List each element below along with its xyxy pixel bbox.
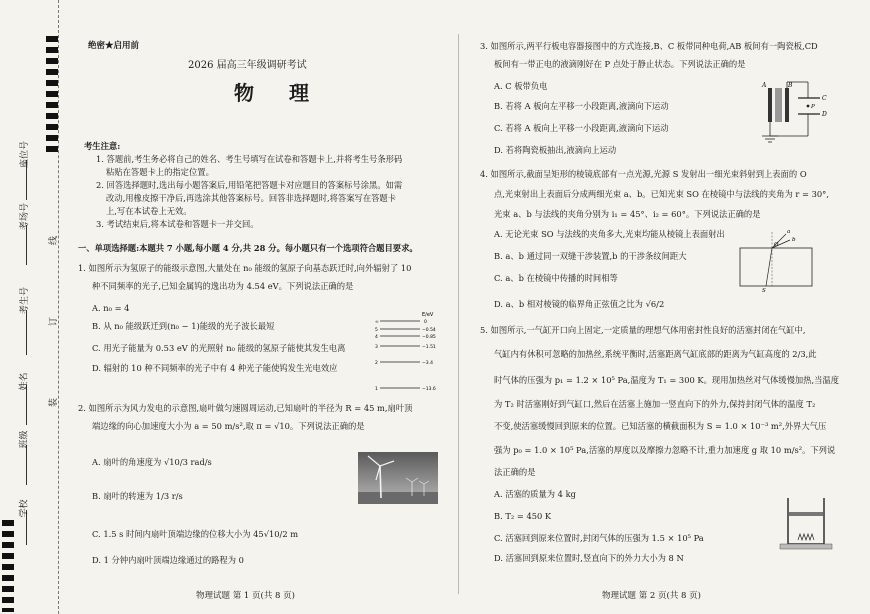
svg-text:−0.54: −0.54 [422, 328, 436, 333]
prism-figure [732, 222, 828, 292]
note-line: 粘贴在答题卡上的指定位置。 [106, 167, 214, 177]
q5-stem: 为 T₂ 时活塞刚好到气缸口,然后在活塞上施加一竖直向下的外力,保持封闭气体的温度 T₂ [494, 399, 816, 409]
q5-option-c: C. 活塞回到原来位置时,封闭气体的压强为 1.5 × 10⁵ Pa [494, 533, 704, 543]
subject-title: 物 理 [234, 81, 323, 105]
binding-xian: 线 [49, 235, 60, 246]
svg-text:2: 2 [375, 361, 378, 366]
q1-option-b: B. 从 n₀ 能级跃迁到(n₀ − 1)能级的光子波长最短 [92, 321, 275, 331]
plate-a-label: A [762, 82, 767, 89]
seat-label: 座位号 [20, 140, 31, 169]
binding-zhuang: 装 [49, 397, 60, 408]
student-no-label: 考生号 [20, 286, 31, 315]
svg-text:5: 5 [375, 328, 378, 333]
q5-stem: 5. 如图所示,一气缸开口向上固定,一定质量的理想气体用密封性良好的活塞封闭在气缸中, [480, 325, 806, 335]
page-footer-left: 物理试题 第 1 页(共 8 页) [196, 591, 295, 601]
svg-text:1: 1 [375, 387, 378, 392]
q5-option-d: D. 活塞回到原来位置时,竖直向下的外力大小为 8 N [494, 553, 684, 563]
q2-option-a: A. 扇叶的角速度为 √10/3 rad/s [92, 457, 212, 467]
page-footer-right: 物理试题 第 2 页(共 8 页) [602, 591, 701, 601]
secret-mark: 绝密★启用前 [88, 41, 140, 51]
q1-option-a: A. n₀ = 4 [92, 303, 130, 313]
note-line: 3. 考试结束后,将本试卷和答题卡一并交回。 [96, 219, 259, 229]
note-line: 改动,用橡皮擦干净后,再选涂其他答案标号。回答非选择题时,将答案写在答题卡 [106, 193, 397, 203]
exam-title: 2026 届高三年级调研考试 [188, 60, 307, 71]
binding-ding: 订 [49, 316, 60, 327]
svg-text:4: 4 [375, 335, 378, 340]
energy-level-2 [375, 334, 436, 340]
svg-text:−0.85: −0.85 [422, 335, 436, 340]
barcode-stripes-bottom [2, 520, 14, 612]
plate-c-label: C [822, 95, 827, 102]
energy-level-0 [375, 319, 427, 325]
q1-option-d: D. 辐射的 10 种不同频率的光子中有 4 种光子能使钨发生光电效应 [92, 363, 338, 373]
q5-option-a: A. 活塞的质量为 4 kg [494, 489, 576, 499]
q3-option-b: B. 若将 A 板向左平移一小段距离,液滴向下运动 [494, 101, 669, 111]
energy-level-4 [375, 360, 433, 366]
q3-stem: 3. 如图所示,两平行板电容器接图中的方式连接,B、C 板带同种电荷,AB 板间有一陶瓷板,CD [480, 41, 818, 51]
wind-turbine-photo [358, 452, 438, 504]
section-heading: 一、单项选择题:本题共 7 小题,每小题 4 分,共 28 分。每小题只有一个选项符合题目要求。 [78, 243, 418, 253]
svg-text:∞: ∞ [375, 320, 379, 325]
q4-stem: 光束 a、b 与法线的夹角分别为 i₁ = 45°、i₂ = 60°。下列说法正确的是 [494, 209, 761, 219]
left-column [78, 0, 440, 614]
q2-stem: 端边缘的向心加速度大小为 a = 50 m/s²,取 π = √10。下列说法正确的是 [92, 421, 365, 431]
q5-stem: 气缸内有休积可忽略的加热丝,系统平衡时,活塞距离气缸底部的距离为气缸高度的 2/3,此 [494, 349, 817, 359]
energy-level-1 [375, 327, 436, 333]
energy-unit-label: E/eV [422, 312, 434, 318]
svg-text:3: 3 [375, 345, 378, 350]
q3-option-d: D. 若将陶瓷板抽出,液滴向上运动 [494, 145, 617, 155]
class-blank-line [26, 445, 27, 485]
q5-stem: 不变,使活塞缓慢回到原来的位置。已知活塞的横截面积为 S = 1.0 × 10⁻³ m²,外界大气压 [494, 421, 827, 431]
q2-option-d: D. 1 分钟内扇叶顶端边缘通过的路程为 0 [92, 555, 244, 565]
q3-option-a: A. C 板带负电 [494, 81, 548, 91]
q4-option-a: A. 无论光束 SO 与法线的夹角多大,光束均能从棱镜上表面射出 [494, 229, 725, 239]
q1-option-c: C. 用光子能量为 0.53 eV 的光照射 n₀ 能级的氢原子能使其发生电离 [92, 343, 346, 353]
plate-b-label: B [788, 82, 793, 89]
svg-text:−1.51: −1.51 [422, 345, 436, 350]
q5-stem: 法正确的是 [494, 467, 536, 477]
energy-level-5 [375, 386, 436, 392]
note-line: 1. 答题前,考生务必将自己的姓名、考生号填写在试卷和答题卡上,并将考生号条形码 [96, 154, 403, 164]
q5-stem: 时气体的压强为 p₁ = 1.2 × 10⁵ Pa,温度为 T₁ = 300 K。现用加热丝对气体缓慢加热,当温度 [494, 375, 839, 385]
point-o-label: O [774, 242, 779, 248]
q4-option-b: B. a、b 通过同一双缝干涉装置,b 的干涉条纹间距大 [494, 251, 687, 261]
binding-margin [0, 0, 59, 614]
svg-text:−3.4: −3.4 [422, 361, 433, 366]
svg-text:0: 0 [424, 320, 427, 325]
q4-stem: 点,光束射出上表面后分成两细光束 a、b。已知光束 SO 在棱镜中与法线的夹角为 r = 30°, [494, 189, 829, 199]
plate-d-label: D [822, 111, 827, 118]
notes-heading: 考生注意: [84, 141, 121, 151]
svg-text:−13.6: −13.6 [422, 387, 436, 392]
school-label: 学校 [19, 499, 30, 518]
q2-stem: 2. 如图所示为风力发电的示意图,扇叶做匀速圆周运动,已知扇叶的半径为 R = 45 m,扇叶顶 [78, 403, 413, 413]
name-blank-line [26, 385, 27, 425]
ray-a-label: a [787, 229, 791, 235]
q2-option-b: B. 扇叶的转速为 1/3 r/s [92, 491, 183, 501]
q3-option-c: C. 若将 A 板向上平移一小段距离,液滴向下运动 [494, 123, 669, 133]
q4-option-d: D. a、b 相对棱镜的临界角正弦值之比为 √6/2 [494, 299, 665, 309]
q5-option-b: B. T₂ = 450 K [494, 511, 552, 521]
q1-stem: 1. 如图所示为氢原子的能级示意图,大量处在 n₀ 能级的氢原子向基态跃迁时,向外辐射了 10 [78, 263, 412, 273]
name-label: 姓名 [19, 372, 30, 391]
capacitor-circuit-figure [742, 78, 832, 146]
q2-option-c: C. 1.5 s 时间内扇叶顶端边缘的位移大小为 45√10/2 m [92, 529, 299, 539]
source-s-label: S [762, 288, 766, 292]
note-line: 上,写在本试卷上无效。 [106, 206, 192, 216]
student-no-blank-line [26, 310, 27, 355]
q3-stem: 板间有一带正电的液滴刚好在 P 点处于静止状态。下列说法正确的是 [494, 59, 746, 69]
column-divider [458, 34, 459, 594]
exam-no-blank-line [26, 225, 27, 265]
ray-b-label: b [792, 237, 796, 243]
q4-option-c: C. a、b 在棱镜中传播的时间相等 [494, 273, 618, 283]
energy-level-3 [375, 344, 436, 350]
note-line: 2. 回答选择题时,选出每小题答案后,用铅笔把答题卡对应题目的答案标号涂黑。如需 [96, 180, 403, 190]
exam-no-label: 考场号 [20, 202, 31, 231]
point-p-label: P [811, 104, 815, 110]
class-label: 班级 [19, 430, 30, 449]
q1-stem: 种不同频率的光子,已知金属钨的逸出功为 4.54 eV。下列说法正确的是 [92, 281, 354, 291]
gas-cylinder-figure [776, 494, 838, 552]
q4-stem: 4. 如图所示,截面呈矩形的棱镜底部有一点光源,光源 S 发射出一细光束斜射到上表面的 O [480, 169, 807, 179]
q5-stem: 强为 p₀ = 1.0 × 10⁵ Pa,活塞的厚度以及摩擦力忽略不计,重力加速度 g 取 10 m/s²。下列说 [494, 445, 836, 455]
energy-level-figure [374, 308, 440, 398]
barcode-stripes-top [46, 36, 58, 154]
right-column [480, 0, 842, 614]
